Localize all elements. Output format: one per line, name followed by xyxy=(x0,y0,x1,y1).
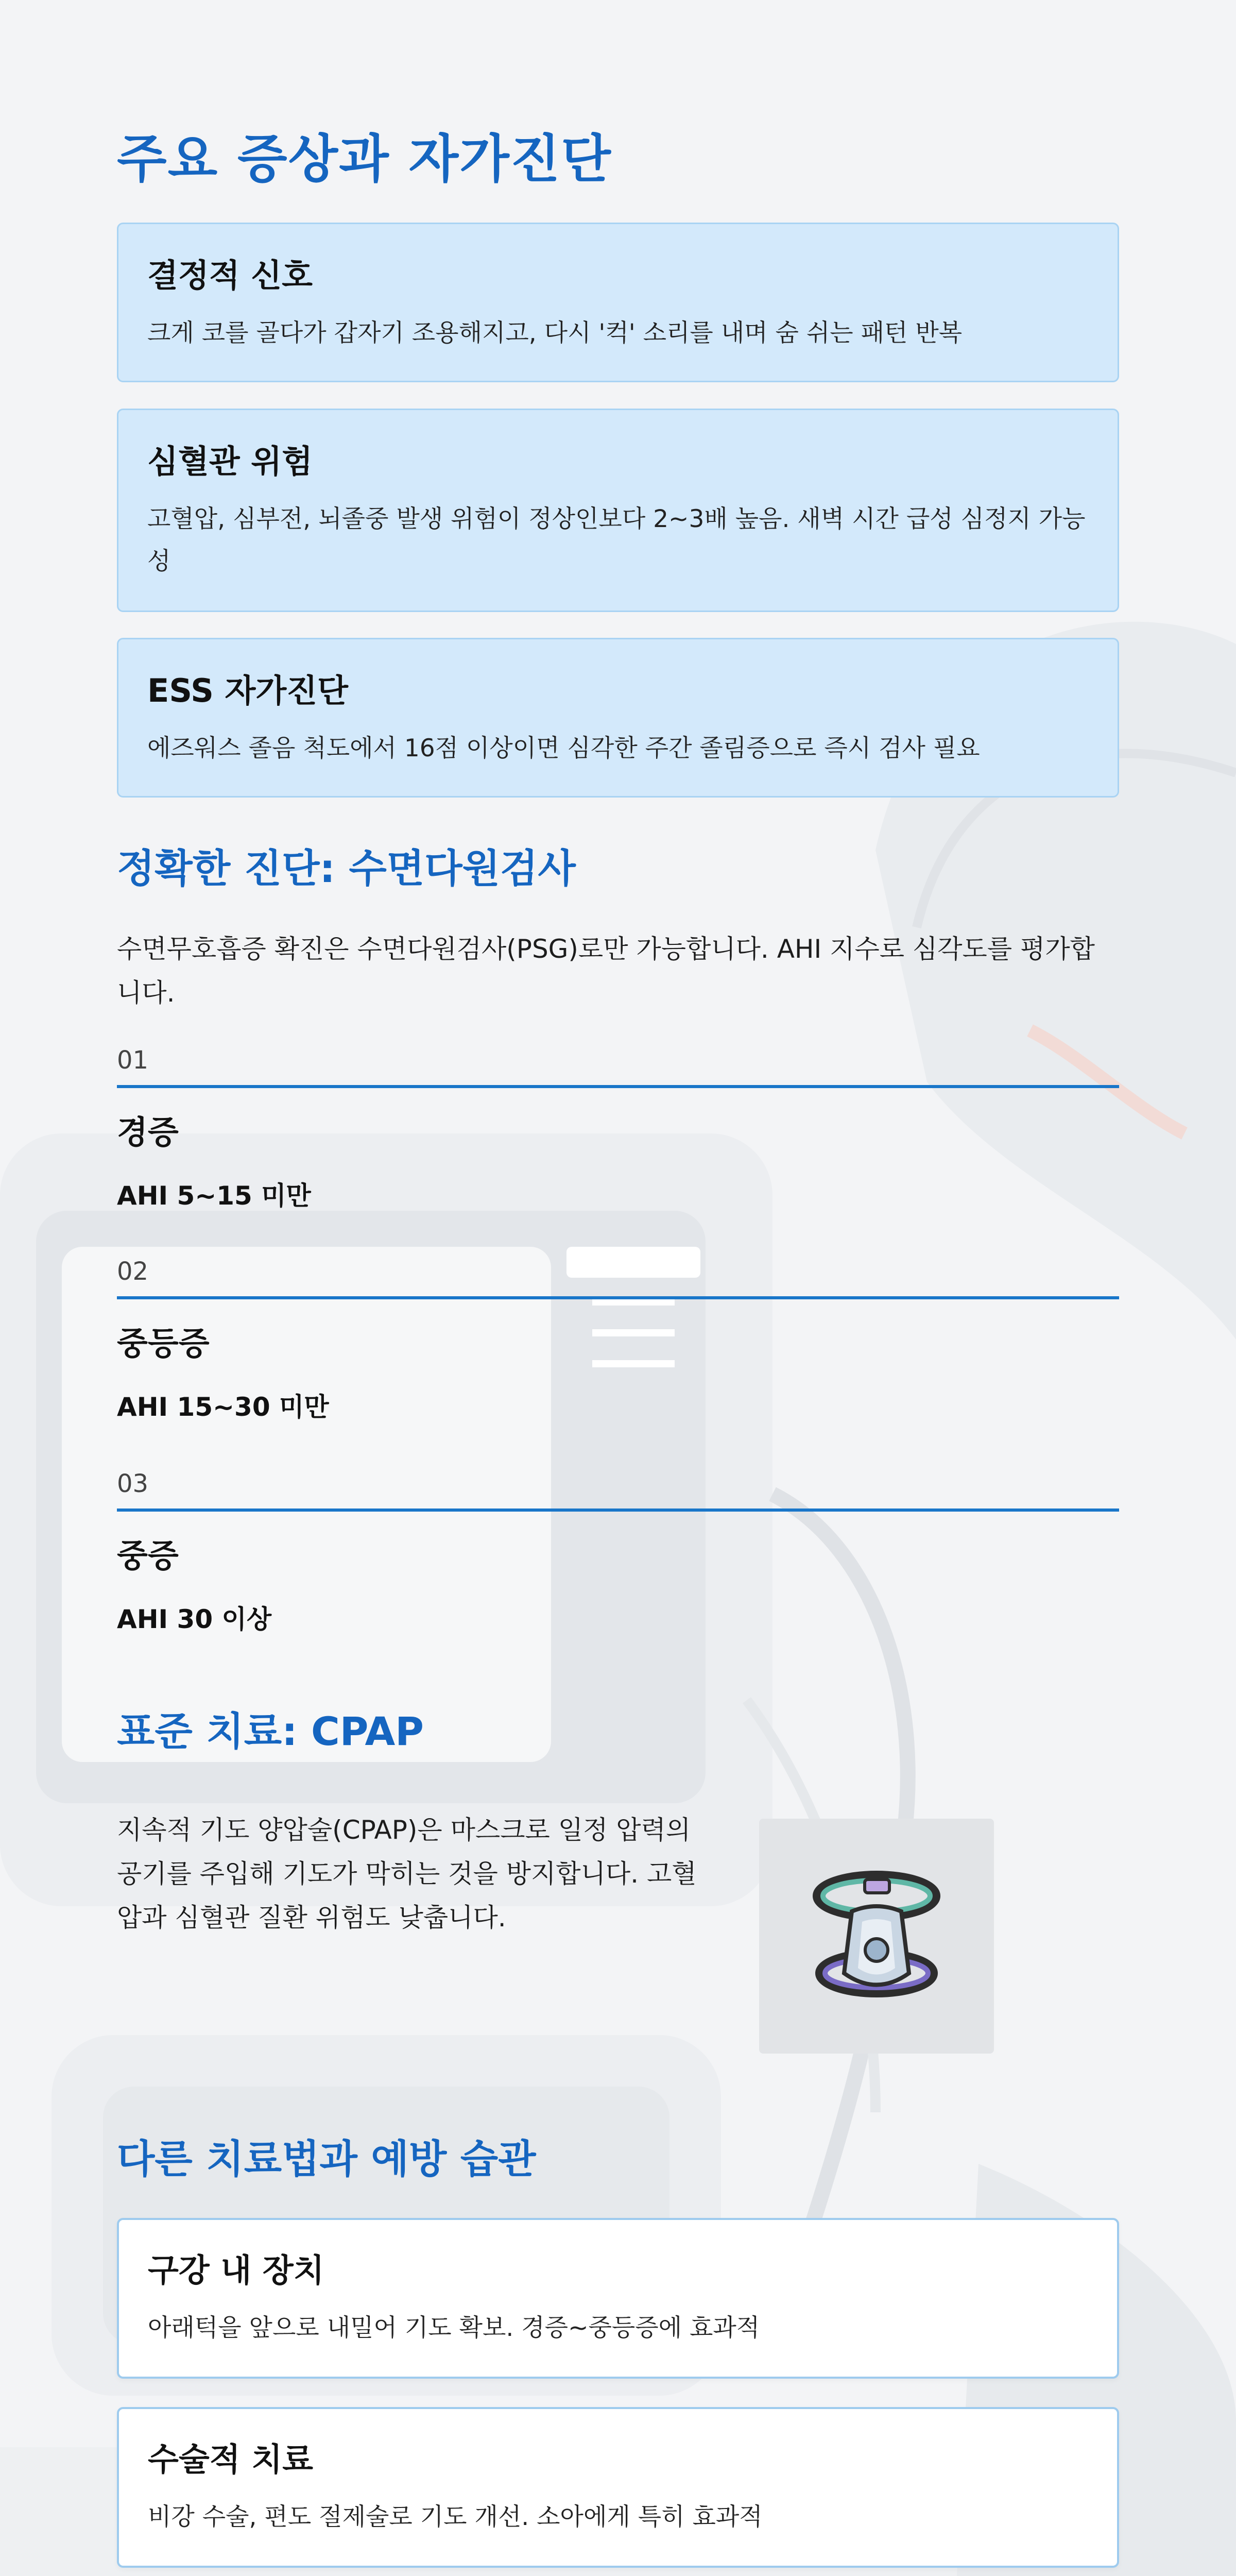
symptom-card xyxy=(117,409,1119,612)
severity-title: 경증 xyxy=(117,1113,179,1151)
severity-number: 01 xyxy=(117,1046,1119,1088)
severity-text: AHI 5~15 미만 xyxy=(117,1181,311,1211)
symptom-card-text: 크게 코를 골다가 갑자기 조용해지고, 다시 '컥' 소리를 내며 숨 쉬는 패턴 반복 xyxy=(147,319,963,347)
severity-level xyxy=(117,1257,1119,1423)
diagnosis-title: 정확한 진단: 수면다원검사 xyxy=(117,845,576,891)
severity-level xyxy=(117,1046,1119,1212)
severity-title: 중등증 xyxy=(117,1325,210,1362)
symptom-card-title: 심혈관 위험 xyxy=(147,443,313,480)
severity-number: 02 xyxy=(117,1257,1119,1299)
symptom-card-text: 고혈압, 심부전, 뇌졸중 발생 위험이 정상인보다 2~3배 높음. 새벽 시간 급성 심정지 가능성 xyxy=(147,505,1086,576)
treatment-card xyxy=(117,2218,1119,2379)
cpap-mask-icon xyxy=(759,1819,994,2054)
cpap-image xyxy=(759,1819,994,2054)
symptom-card-title: 결정적 신호 xyxy=(147,257,313,294)
cpap-title: 표준 치료: CPAP xyxy=(117,1708,424,1754)
diagnosis-intro: 수면무호흡증 확진은 수면다원검사(PSG)로만 가능합니다. AHI 지수로 심각도를 평가합니다. xyxy=(117,934,1095,1008)
treatment-card-title: 구강 내 장치 xyxy=(148,2251,324,2289)
treatment-card xyxy=(117,2407,1119,2568)
severity-title: 중증 xyxy=(117,1537,179,1574)
symptom-card-title: ESS 자가진단 xyxy=(147,672,349,709)
cpap-text: 지속적 기도 양압술(CPAP)은 마스크로 일정 압력의 공기를 주입해 기도가 막히는 것을 방지합니다. 고혈압과 심혈관 질환 위험도 낮춥니다. xyxy=(117,1815,697,1933)
symptoms-title: 주요 증상과 자가진단 xyxy=(117,129,612,189)
symptom-card-text: 에즈워스 졸음 척도에서 16점 이상이면 심각한 주간 졸림증으로 즉시 검사 필요 xyxy=(147,734,980,762)
symptom-card xyxy=(117,638,1119,798)
severity-text: AHI 30 이상 xyxy=(117,1604,272,1634)
treatment-card-text: 아래턱을 앞으로 내밀어 기도 확보. 경증~중등증에 효과적 xyxy=(148,2314,760,2342)
symptom-card xyxy=(117,223,1119,382)
treatment-card-text: 비강 수술, 편도 절제술로 기도 개선. 소아에게 특히 효과적 xyxy=(148,2503,763,2531)
treatments-title: 다른 치료법과 예방 습관 xyxy=(117,2136,536,2182)
severity-text: AHI 15~30 미만 xyxy=(117,1392,329,1422)
severity-number: 03 xyxy=(117,1469,1119,1512)
treatment-card-title: 수술적 치료 xyxy=(148,2441,314,2478)
severity-level xyxy=(117,1469,1119,1636)
